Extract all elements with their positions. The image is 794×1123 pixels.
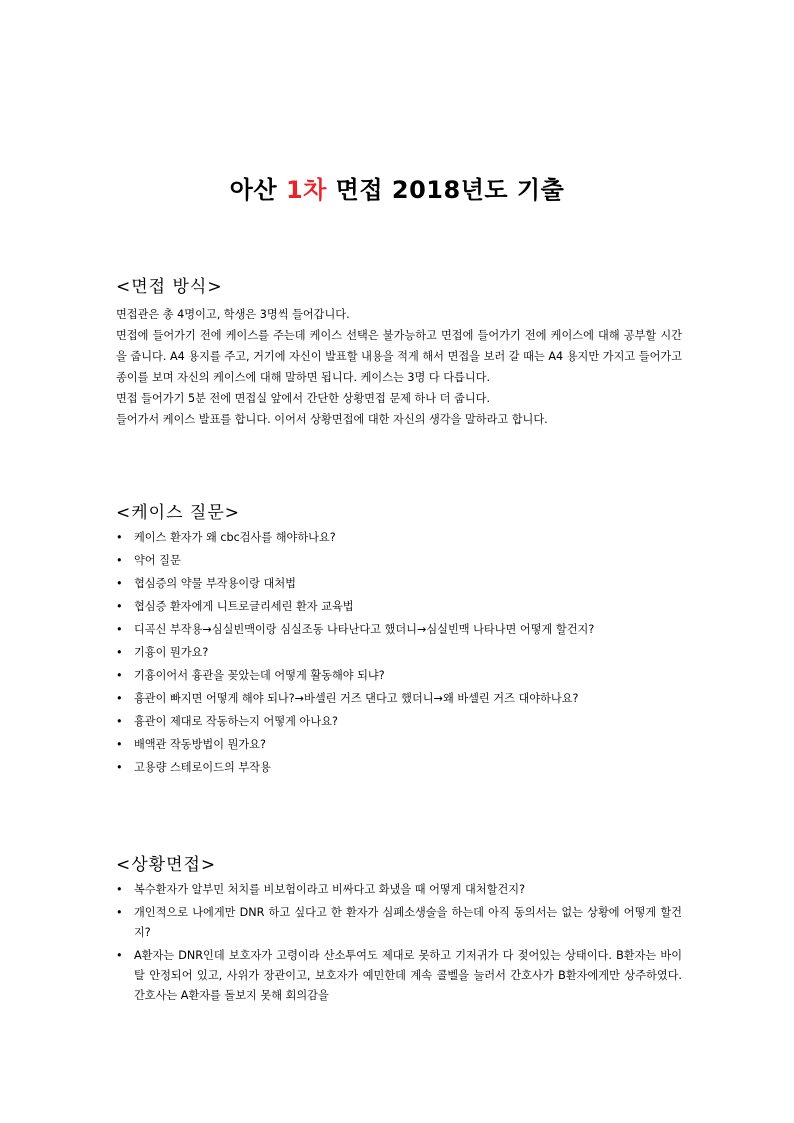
list-item: • 복수환자가 알부민 처치를 비보험이라고 비싸다고 화냈을 때 어떻게 대처할건지? [116,880,682,900]
section-heading-interview-format: <면접 방식> [116,277,223,297]
list-item: • 협심증 환자에게 니트로글리세린 환자 교육법 [116,597,682,617]
list-item: • A환자는 DNR인데 보호자가 고령이라 산소투여도 제대로 못하고 기저귀가 다 젖어있는 상태이다. B환자는 바이탈 안정되어 있고, 사위가 장관이고, 보호자가 예민한데 계속 콜벨을 눌러서 간호사가 B환자에게만 상주하였다. 간호사는 A환자를 돌보지 못해 회의감을 [116,946,682,1006]
section-heading-situational-interview: <상황면접> [116,855,217,875]
bullet-icon: • [116,577,123,590]
bullet-icon: • [116,883,123,896]
title-suffix: 면접 2018년도 기출 [326,176,565,204]
list-item: • 약어 질문 [116,551,682,571]
list-item: • 기흉이 뭔가요? [116,643,682,663]
bullet-icon: • [116,554,123,567]
list-item: • 케이스 환자가 왜 cbc검사를 해야하나요? [116,528,682,548]
bullet-icon: • [116,906,123,919]
list-item: • 배액관 작동방법이 뭔가요? [116,735,682,755]
case-questions-list [116,528,682,781]
bullet-icon: • [116,692,123,705]
bullet-icon: • [116,600,123,613]
situational-questions-list [116,880,682,1009]
section-heading-case-questions: <케이스 질문> [116,503,241,523]
bullet-icon: • [116,669,123,682]
interview-format-body [116,304,682,430]
bullet-icon: • [116,949,123,962]
list-item: • 디곡신 부작용→심실빈맥이랑 심실조동 나타난다고 했더니→심실빈맥 나타나면 어떻게 할건지? [116,620,682,640]
bullet-icon: • [116,738,123,751]
bullet-icon: • [116,715,123,728]
paragraph: 들어가서 케이스 발표를 합니다. 이어서 상황면접에 대한 자신의 생각을 말하라고 합니다. [116,413,548,426]
title-prefix: 아산 [229,176,286,204]
paragraph: 면접관은 총 4명이고, 학생은 3명씩 들어갑니다. [116,308,350,321]
list-item: • 흉관이 빠지면 어떻게 해야 되나?→바셀린 거즈 댄다고 했더니→왜 바셀린 거즈 대야하나요? [116,689,682,709]
bullet-icon: • [116,623,123,636]
list-item: • 협심증의 약물 부작용이랑 대처법 [116,574,682,594]
list-item: • 고용량 스테로이드의 부작용 [116,758,682,778]
list-item: • 기흉이어서 흉관을 꽂았는데 어떻게 활동해야 되냐? [116,666,682,686]
paragraph: 면접 들어가기 5분 전에 면접실 앞에서 간단한 상황면접 문제 하나 더 줍니다. [116,392,491,405]
bullet-icon: • [116,761,123,774]
list-item: • 흉관이 제대로 작동하는지 어떻게 아나요? [116,712,682,732]
bullet-icon: • [116,646,123,659]
bullet-icon: • [116,531,123,544]
list-item: • 개인적으로 나에게만 DNR 하고 싶다고 한 환자가 심폐소생술을 하는데 아직 동의서는 없는 상황에 어떻게 할건지? [116,903,682,943]
document-title [0,170,794,205]
title-accent: 1차 [285,176,327,204]
paragraph: 면접에 들어가기 전에 케이스를 주는데 케이스 선택은 불가능하고 면접에 들어가기 전에 케이스에 대해 공부할 시간을 줍니다. A4 용지를 주고, 거기에 자신이 발표할 내용을 적게 해서 면접을 보러 갈 때는 A4 용지만 가지고 들어가고 종이를 보며 자신의 케이스에 대해 말하면 됩니다. 케이스는 3명 다 다릅니다. [116,329,682,384]
